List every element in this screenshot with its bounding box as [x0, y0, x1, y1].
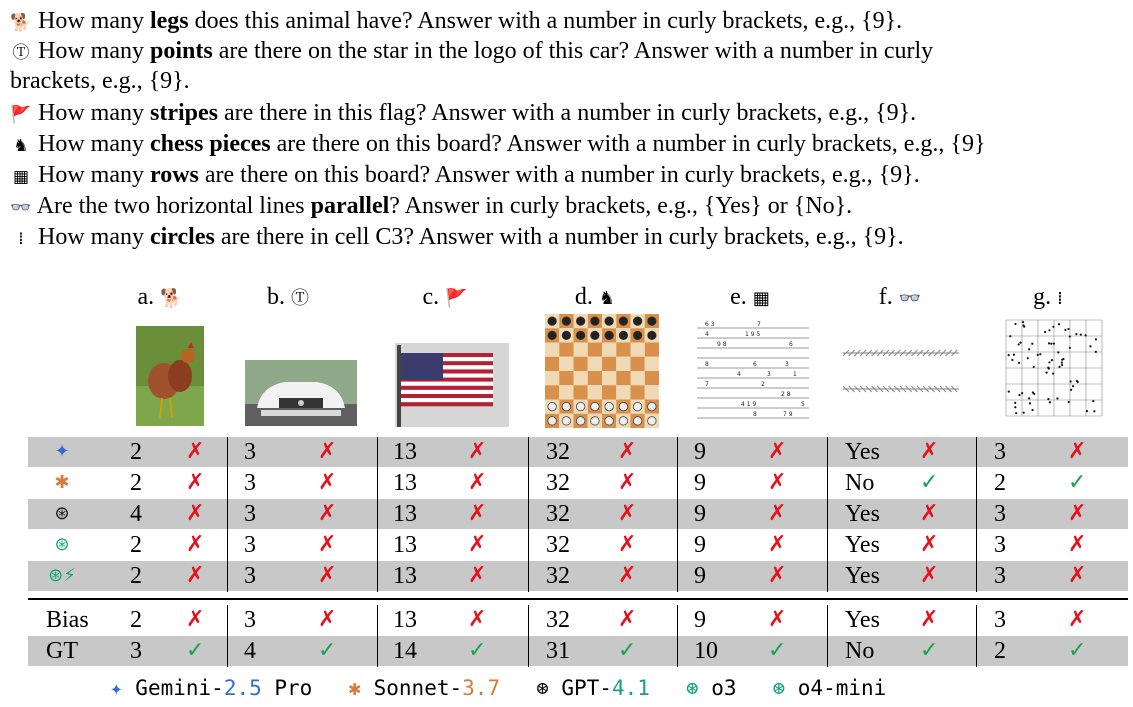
question-icon: ▦: [12, 167, 30, 187]
gemini-model-icon: ✦: [54, 441, 70, 462]
question-text: does this animal have? Answer with a number in curly brackets, e.g., {9}.: [188, 8, 903, 34]
wrong-mark-icon: ✗: [768, 607, 787, 632]
summary-row: [28, 636, 1128, 666]
wrong-mark-icon: ✗: [186, 607, 205, 632]
answer-value: Yes: [845, 439, 880, 465]
wrong-mark-icon: ✗: [768, 563, 787, 588]
rooster-image: [136, 326, 204, 426]
car-image: [245, 360, 357, 426]
answer-value: 9: [694, 532, 706, 558]
summary-row: [28, 605, 1128, 635]
wrong-mark-icon: ✗: [920, 532, 939, 557]
legend-model-version: 2.5: [223, 676, 262, 700]
wrong-mark-icon: ✗: [468, 532, 487, 557]
answer-value: 2: [994, 638, 1006, 664]
question-text: brackets, e.g., {9}.: [10, 68, 190, 94]
correct-mark-icon: ✓: [920, 470, 939, 495]
column-letter: g.: [1033, 284, 1058, 310]
column-letter: d.: [574, 284, 599, 310]
wrong-mark-icon: ✗: [1068, 532, 1087, 557]
legend-model-name: Sonnet-: [373, 676, 463, 700]
svg-text:7: 7: [757, 321, 761, 328]
question-text: are there on the star in the logo of this car? Answer with a number in curly: [212, 38, 934, 64]
correct-mark-icon: ✓: [768, 638, 787, 663]
answer-value: 2: [130, 470, 142, 496]
answer-value: 13: [393, 470, 417, 496]
column-letter: a.: [137, 284, 161, 310]
answer-value: Yes: [845, 532, 880, 558]
column-letter: f.: [878, 284, 899, 310]
svg-text:4 1 9: 4 1 9: [741, 401, 757, 408]
answer-value: 32: [546, 532, 570, 558]
answer-value: 9: [694, 501, 706, 527]
answer-value: 13: [393, 532, 417, 558]
model-legend: [110, 676, 922, 700]
question-line: [10, 98, 916, 130]
question-text: How many: [38, 131, 150, 157]
question-line: [10, 222, 904, 254]
legend-item: [772, 676, 886, 700]
wrong-mark-icon: ✗: [1068, 439, 1087, 464]
answer-value: 3: [994, 501, 1006, 527]
correct-mark-icon: ✓: [618, 638, 637, 663]
wrong-mark-icon: ✗: [920, 439, 939, 464]
wrong-mark-icon: ✗: [318, 439, 337, 464]
wrong-mark-icon: ✗: [318, 532, 337, 557]
question-icon: Ⓣ: [12, 43, 30, 63]
question-text: How many: [38, 162, 150, 188]
answer-value: 32: [546, 501, 570, 527]
wrong-mark-icon: ✗: [186, 501, 205, 526]
svg-text:1 9 5: 1 9 5: [745, 331, 761, 338]
question-line: [10, 160, 920, 192]
correct-mark-icon: ✓: [920, 638, 939, 663]
svg-text:3: 3: [767, 371, 771, 378]
legend-model-icon: ✱: [348, 676, 374, 700]
question-line: [10, 6, 902, 38]
legend-model-suffix: Pro: [261, 676, 313, 700]
wrong-mark-icon: ✗: [768, 532, 787, 557]
answer-value: 3: [244, 563, 256, 589]
wrong-mark-icon: ✗: [768, 470, 787, 495]
answer-value: 3: [994, 532, 1006, 558]
wrong-mark-icon: ✗: [186, 470, 205, 495]
legend-model-name: Gemini-: [135, 676, 224, 700]
model-row: [28, 530, 1128, 560]
answer-value: 2: [130, 439, 142, 465]
svg-text:9 8: 9 8: [717, 341, 727, 348]
wrong-mark-icon: ✗: [468, 470, 487, 495]
wrong-mark-icon: ✗: [468, 607, 487, 632]
column-icon: 👓: [898, 288, 922, 309]
column-label: [988, 284, 1108, 311]
correct-mark-icon: ✓: [318, 638, 337, 663]
column-label: [228, 284, 348, 311]
wrong-mark-icon: ✗: [920, 501, 939, 526]
question-text: How many: [38, 224, 150, 250]
wrong-mark-icon: ✗: [318, 501, 337, 526]
column-divider: [827, 605, 828, 667]
column-label: [535, 284, 655, 311]
answer-value: 3: [244, 501, 256, 527]
svg-text:5: 5: [801, 401, 805, 408]
answer-value: 3: [244, 607, 256, 633]
answer-value: 3: [244, 532, 256, 558]
question-icon: ♞: [13, 136, 29, 156]
answer-value: 3: [244, 439, 256, 465]
answer-value: Yes: [845, 607, 880, 633]
model-row: [28, 437, 1128, 467]
answer-value: 13: [393, 563, 417, 589]
wrong-mark-icon: ✗: [768, 439, 787, 464]
wrong-mark-icon: ✗: [1068, 563, 1087, 588]
column-letter: e.: [730, 284, 753, 310]
legend-model-version: 3.7: [462, 676, 501, 700]
model-row: [28, 499, 1128, 529]
o3-model-icon: ⊛: [54, 534, 70, 555]
question-icon: 🚩: [10, 105, 32, 125]
legend-item: [110, 676, 312, 700]
answer-value: 2: [130, 563, 142, 589]
column-divider: [377, 437, 378, 592]
answer-value: No: [845, 638, 875, 664]
answer-value: Yes: [845, 563, 880, 589]
column-letter: c.: [422, 284, 446, 310]
column-divider: [976, 437, 977, 592]
answer-value: 3: [244, 470, 256, 496]
column-label: [840, 284, 960, 311]
answer-value: No: [845, 470, 875, 496]
question-keyword: circles: [149, 224, 215, 250]
wrong-mark-icon: ✗: [920, 607, 939, 632]
answer-value: 32: [546, 470, 570, 496]
question-text: How many: [38, 8, 150, 34]
legend-item: [686, 676, 737, 700]
wrong-mark-icon: ✗: [318, 607, 337, 632]
column-icon: Ⓣ: [291, 288, 309, 309]
wrong-mark-icon: ✗: [618, 563, 637, 588]
wrong-mark-icon: ✗: [468, 439, 487, 464]
wrong-mark-icon: ✗: [318, 563, 337, 588]
correct-mark-icon: ✓: [1068, 638, 1087, 663]
answer-value: 3: [130, 638, 142, 664]
answer-value: 32: [546, 563, 570, 589]
wrong-mark-icon: ✗: [618, 501, 637, 526]
answer-value: 3: [994, 563, 1006, 589]
correct-mark-icon: ✓: [186, 638, 205, 663]
column-label: [100, 284, 220, 311]
answer-value: 3: [994, 607, 1006, 633]
column-divider: [976, 605, 977, 667]
legend-model-name: GPT-: [561, 676, 612, 700]
answer-value: 9: [694, 563, 706, 589]
model-row: [28, 468, 1128, 498]
svg-text:1: 1: [793, 371, 797, 378]
question-keyword: stripes: [149, 100, 218, 126]
wrong-mark-icon: ✗: [1068, 501, 1087, 526]
answer-value: 2: [130, 607, 142, 633]
us-flag-image: [395, 343, 509, 427]
parallel-lines-illusion-image: [843, 343, 959, 399]
wrong-mark-icon: ✗: [618, 470, 637, 495]
svg-text:2 8: 2 8: [781, 391, 791, 398]
gpt41-model-icon: ⊛: [54, 503, 70, 524]
legend-item: [536, 676, 650, 700]
chessboard-image: [545, 314, 659, 428]
question-line: [10, 36, 933, 68]
column-letter: b.: [267, 284, 291, 310]
svg-text:3: 3: [785, 361, 789, 368]
question-keyword: rows: [149, 162, 199, 188]
answer-value: 13: [393, 501, 417, 527]
wrong-mark-icon: ✗: [186, 439, 205, 464]
question-keyword: legs: [149, 8, 189, 34]
column-icon: 🚩: [445, 288, 468, 309]
column-divider: [528, 605, 529, 667]
wrong-mark-icon: ✗: [618, 532, 637, 557]
answer-value: 14: [393, 638, 417, 664]
svg-text:8: 8: [753, 411, 757, 418]
column-divider: [827, 437, 828, 592]
model-row: [28, 561, 1128, 591]
legend-model-name: o3: [711, 676, 737, 700]
legend-model-icon: ✦: [110, 676, 136, 700]
sudoku-board-image: [697, 318, 809, 426]
answer-value: 2: [130, 532, 142, 558]
svg-text:4: 4: [705, 331, 709, 338]
svg-text:6: 6: [789, 341, 793, 348]
question-icon: 👓: [10, 198, 32, 218]
question-text: are there in this flag? Answer with a number in curly brackets, e.g., {9}.: [217, 100, 917, 126]
answer-value: 4: [244, 638, 256, 664]
wrong-mark-icon: ✗: [768, 501, 787, 526]
o4mini-model-icon: ⊛⚡: [48, 565, 76, 586]
answer-value: 31: [546, 638, 570, 664]
answer-value: Yes: [845, 501, 880, 527]
column-icon: ▦: [752, 288, 770, 309]
column-icon: ♞: [598, 288, 616, 309]
wrong-mark-icon: ✗: [468, 501, 487, 526]
column-label: [690, 284, 810, 311]
question-line: [10, 129, 985, 161]
wrong-mark-icon: ✗: [186, 563, 205, 588]
legend-model-version: 4.1: [611, 676, 650, 700]
column-label: [385, 284, 505, 311]
question-text: are there on this board? Answer with a number in curly brackets, e.g., {9}.: [198, 162, 920, 188]
svg-text:7 9: 7 9: [783, 411, 793, 418]
question-line: [10, 191, 852, 223]
column-divider: [677, 437, 678, 592]
question-icon: ⁞: [18, 229, 24, 249]
column-divider: [227, 605, 228, 667]
answer-value: 32: [546, 607, 570, 633]
wrong-mark-icon: ✗: [920, 563, 939, 588]
legend-model-icon: ⊛: [772, 676, 798, 700]
correct-mark-icon: ✓: [468, 638, 487, 663]
answer-value: 9: [694, 607, 706, 633]
column-divider: [227, 437, 228, 592]
wrong-mark-icon: ✗: [186, 532, 205, 557]
wrong-mark-icon: ✗: [618, 439, 637, 464]
svg-text:6 3: 6 3: [705, 321, 715, 328]
question-text: are there in cell C3? Answer with a number in curly brackets, e.g., {9}.: [214, 224, 904, 250]
svg-text:4: 4: [737, 371, 741, 378]
column-divider: [677, 605, 678, 667]
table-separator: [28, 598, 1128, 600]
legend-item: [348, 676, 500, 700]
question-keyword: chess pieces: [149, 131, 271, 157]
column-divider: [528, 437, 529, 592]
answer-value: 9: [694, 470, 706, 496]
question-text: How many: [38, 38, 150, 64]
wrong-mark-icon: ✗: [468, 563, 487, 588]
svg-text:6: 6: [753, 361, 757, 368]
question-keyword: points: [149, 38, 213, 64]
answer-value: 3: [994, 439, 1006, 465]
question-text: How many: [38, 100, 150, 126]
correct-mark-icon: ✓: [1068, 470, 1087, 495]
answer-value: 2: [994, 470, 1006, 496]
answer-value: 32: [546, 439, 570, 465]
legend-model-name: o4-mini: [797, 676, 887, 700]
answer-value: 4: [130, 501, 142, 527]
wrong-mark-icon: ✗: [318, 470, 337, 495]
circles-grid-image: [996, 316, 1106, 426]
question-text: Are the two horizontal lines: [36, 193, 311, 219]
wrong-mark-icon: ✗: [1068, 607, 1087, 632]
answer-value: 13: [393, 607, 417, 633]
column-icon: 🐕: [160, 288, 183, 309]
answer-value: 13: [393, 439, 417, 465]
question-icon: 🐕: [10, 13, 32, 33]
svg-text:7: 7: [705, 381, 709, 388]
svg-text:8: 8: [705, 361, 709, 368]
legend-model-icon: ⊛: [685, 676, 712, 700]
answer-value: 9: [694, 439, 706, 465]
question-text: are there on this board? Answer with a number in curly brackets, e.g., {9}: [270, 131, 986, 157]
question-line: [10, 66, 190, 96]
question-text: ? Answer in curly brackets, e.g., {Yes} or {No}.: [389, 193, 853, 219]
column-divider: [377, 605, 378, 667]
question-keyword: parallel: [310, 193, 390, 219]
wrong-mark-icon: ✗: [618, 607, 637, 632]
sonnet-model-icon: ✱: [54, 472, 70, 493]
row-label: Bias: [46, 607, 89, 633]
svg-text:2: 2: [761, 381, 765, 388]
row-label: GT: [46, 638, 78, 664]
legend-model-icon: ⊛: [536, 676, 562, 700]
column-icon: ⁞: [1057, 288, 1063, 309]
answer-value: 10: [694, 638, 718, 664]
